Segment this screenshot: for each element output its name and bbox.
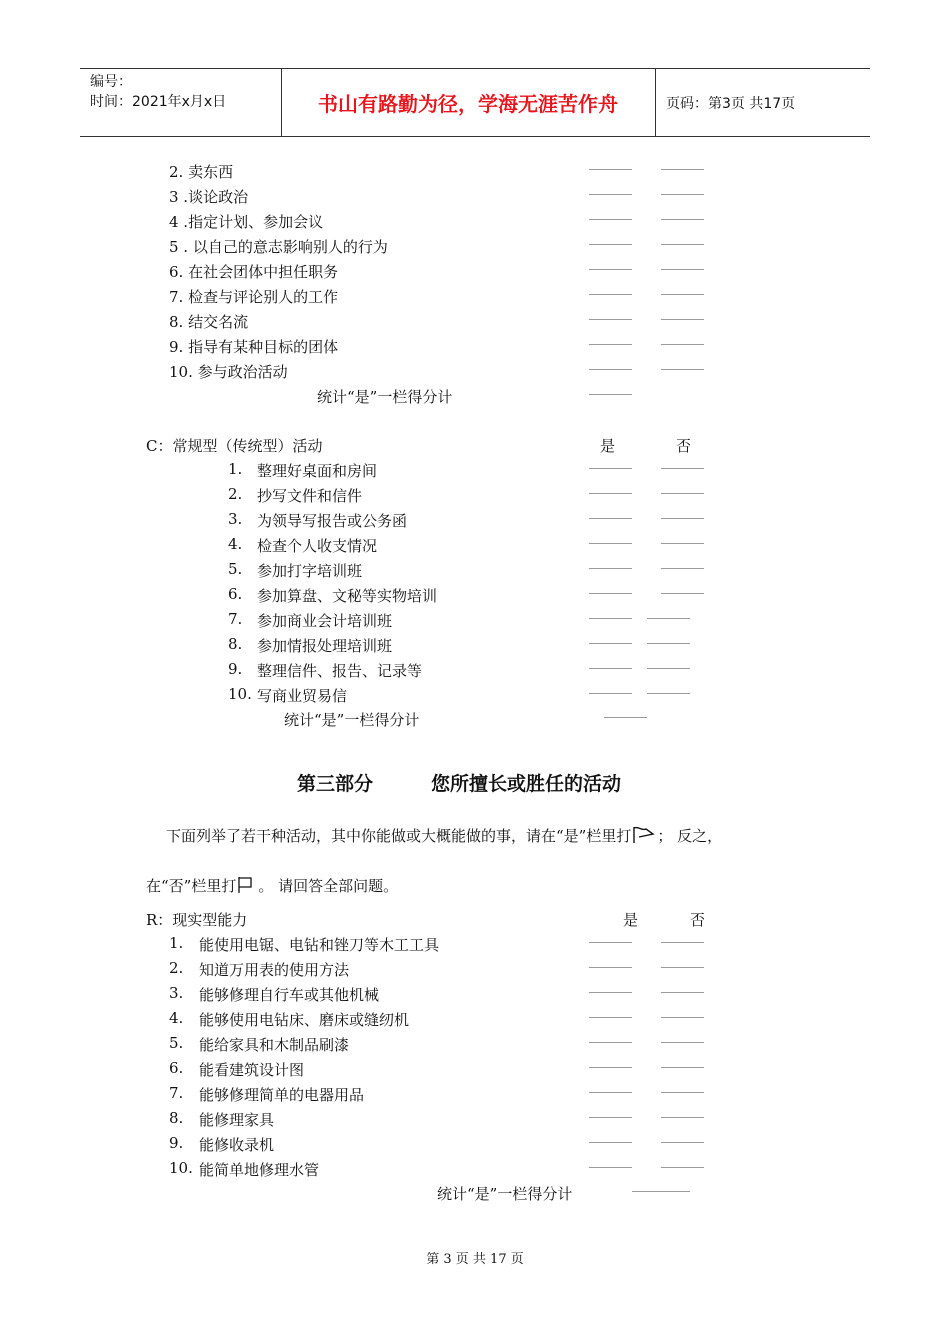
- yes-answer-blank[interactable]: [589, 543, 632, 544]
- yes-answer-blank[interactable]: [589, 568, 632, 569]
- section-c-no-label: 否: [676, 437, 692, 455]
- header-motto: 书山有路勤为径，学海无涯苦作舟: [318, 92, 618, 116]
- no-answer-blank[interactable]: [661, 1042, 704, 1043]
- list-item: 2. 卖东西: [169, 163, 234, 181]
- yes-answer-blank[interactable]: [589, 668, 632, 669]
- list-item-number: 7.: [169, 1084, 184, 1102]
- yes-answer-blank[interactable]: [589, 468, 632, 469]
- check-mark-icon: [631, 825, 657, 849]
- list-item-number: 6.: [169, 1059, 184, 1077]
- yes-answer-blank[interactable]: [589, 269, 632, 270]
- no-answer-blank[interactable]: [661, 493, 704, 494]
- list-item-number: 3.: [228, 510, 243, 528]
- list-item: 7. 检查与评论别人的工作: [169, 288, 339, 306]
- yes-answer-blank[interactable]: [589, 518, 632, 519]
- no-answer-blank[interactable]: [661, 319, 704, 320]
- no-answer-blank[interactable]: [661, 992, 704, 993]
- list-item-number: 8.: [169, 1109, 184, 1127]
- no-answer-blank[interactable]: [661, 369, 704, 370]
- no-answer-blank[interactable]: [661, 194, 704, 195]
- list-item: 3 .谈论政治: [169, 188, 249, 206]
- list-item: 能够修理自行车或其他机械: [199, 986, 380, 1004]
- yes-answer-blank[interactable]: [589, 1017, 632, 1018]
- list-item: 4 .指定计划、参加会议: [169, 213, 324, 231]
- cross-mark-icon: [236, 875, 258, 899]
- yes-answer-blank[interactable]: [589, 294, 632, 295]
- list-item-number: 2.: [228, 485, 243, 503]
- yes-answer-blank[interactable]: [589, 942, 632, 943]
- part3-title-part: 第三部分: [297, 773, 374, 795]
- no-answer-blank[interactable]: [647, 618, 690, 619]
- no-answer-blank[interactable]: [661, 1167, 704, 1168]
- list-item-number: 10.: [169, 1159, 193, 1177]
- yes-answer-blank[interactable]: [589, 169, 632, 170]
- section-c-total-blank[interactable]: [604, 717, 647, 718]
- list-item-number: 3.: [169, 984, 184, 1002]
- no-answer-blank[interactable]: [647, 668, 690, 669]
- list-item: 8. 结交名流: [169, 313, 249, 331]
- section-r-total-blank[interactable]: [632, 1191, 690, 1192]
- section-c-total-label: 统计“是”一栏得分计: [284, 711, 420, 729]
- list-item: 检查个人收支情况: [257, 537, 378, 555]
- list-item: 5 . 以自己的意志影响别人的行为: [169, 238, 388, 256]
- section-e-total-blank[interactable]: [589, 394, 632, 395]
- list-item: 整理信件、报告、记录等: [257, 662, 423, 680]
- no-answer-blank[interactable]: [661, 518, 704, 519]
- list-item: 9. 指导有某种目标的团体: [169, 338, 339, 356]
- section-r-no-label: 否: [690, 911, 706, 929]
- list-item-number: 4.: [228, 535, 243, 553]
- part3-intro-text-end: ； 反之，: [657, 827, 723, 845]
- yes-answer-blank[interactable]: [589, 194, 632, 195]
- no-answer-blank[interactable]: [661, 593, 704, 594]
- part3-title-text: 您所擅长或胜任的活动: [431, 773, 622, 795]
- yes-answer-blank[interactable]: [589, 1067, 632, 1068]
- yes-answer-blank[interactable]: [589, 219, 632, 220]
- list-item-number: 2.: [169, 959, 184, 977]
- section-c-heading: C：常规型（传统型）活动: [146, 437, 323, 455]
- list-item: 参加算盘、文秘等实物培训: [257, 587, 438, 605]
- list-item-number: 9.: [228, 660, 243, 678]
- list-item: 能简单地修理水管: [199, 1161, 320, 1179]
- yes-answer-blank[interactable]: [589, 319, 632, 320]
- section-e-total-label: 统计“是”一栏得分计: [317, 388, 453, 406]
- yes-answer-blank[interactable]: [589, 618, 632, 619]
- list-item-number: 4.: [169, 1009, 184, 1027]
- part3-intro-text: 在“否”栏里打: [146, 877, 237, 895]
- yes-answer-blank[interactable]: [589, 992, 632, 993]
- list-item: 参加情报处理培训班: [257, 637, 393, 655]
- yes-answer-blank[interactable]: [589, 1167, 632, 1168]
- no-answer-blank[interactable]: [661, 294, 704, 295]
- no-answer-blank[interactable]: [661, 1017, 704, 1018]
- no-answer-blank[interactable]: [647, 643, 690, 644]
- list-item: 10. 参与政治活动: [169, 363, 288, 381]
- yes-answer-blank[interactable]: [589, 344, 632, 345]
- no-answer-blank[interactable]: [661, 568, 704, 569]
- list-item: 能修理家具: [199, 1111, 275, 1129]
- yes-answer-blank[interactable]: [589, 1092, 632, 1093]
- list-item: 能够修理简单的电器用品: [199, 1086, 365, 1104]
- no-answer-blank[interactable]: [661, 1067, 704, 1068]
- list-item: 6. 在社会团体中担任职务: [169, 263, 339, 281]
- no-answer-blank[interactable]: [661, 344, 704, 345]
- header-date-label: 时间：2021年x月x日: [90, 94, 227, 110]
- list-item: 能修收录机: [199, 1136, 275, 1154]
- yes-answer-blank[interactable]: [589, 593, 632, 594]
- list-item: 知道万用表的使用方法: [199, 961, 350, 979]
- yes-answer-blank[interactable]: [589, 369, 632, 370]
- part3-intro-line2: [146, 875, 398, 899]
- list-item: 能给家具和木制品刷漆: [199, 1036, 350, 1054]
- list-item-number: 5.: [169, 1034, 184, 1052]
- section-r-yes-label: 是: [623, 911, 639, 929]
- yes-answer-blank[interactable]: [589, 967, 632, 968]
- list-item: 能够使用电钻床、磨床或缝纫机: [199, 1011, 410, 1029]
- no-answer-blank[interactable]: [661, 269, 704, 270]
- list-item-number: 10.: [228, 685, 252, 703]
- list-item: 为领导写报告或公务函: [257, 512, 408, 530]
- list-item: 抄写文件和信件: [257, 487, 363, 505]
- part3-intro-line1: [166, 825, 722, 849]
- header-page-info: 页码：第3页 共17页: [666, 95, 796, 112]
- header-number-label: 编号：: [90, 74, 132, 90]
- list-item: 能使用电锯、电钻和锉刀等木工工具: [199, 936, 440, 954]
- no-answer-blank[interactable]: [661, 967, 704, 968]
- page-footer: 第 3 页 共 17 页: [426, 1252, 524, 1267]
- list-item-number: 8.: [228, 635, 243, 653]
- yes-answer-blank[interactable]: [589, 1117, 632, 1118]
- yes-answer-blank[interactable]: [589, 493, 632, 494]
- page-header: [80, 68, 870, 137]
- list-item-number: 9.: [169, 1134, 184, 1152]
- header-divider: [655, 69, 656, 136]
- list-item-number: 5.: [228, 560, 243, 578]
- no-answer-blank[interactable]: [661, 942, 704, 943]
- no-answer-blank[interactable]: [661, 169, 704, 170]
- list-item-number: 1.: [169, 934, 184, 952]
- no-answer-blank[interactable]: [661, 1142, 704, 1143]
- list-item: 能看建筑设计图: [199, 1061, 305, 1079]
- yes-answer-blank[interactable]: [589, 1142, 632, 1143]
- no-answer-blank[interactable]: [661, 244, 704, 245]
- yes-answer-blank[interactable]: [589, 1042, 632, 1043]
- list-item: 参加打字培训班: [257, 562, 363, 580]
- list-item: 参加商业会计培训班: [257, 612, 393, 630]
- yes-answer-blank[interactable]: [589, 693, 632, 694]
- list-item: 整理好桌面和房间: [257, 462, 378, 480]
- header-meta: [90, 72, 226, 112]
- no-answer-blank[interactable]: [661, 1117, 704, 1118]
- no-answer-blank[interactable]: [661, 468, 704, 469]
- part3-intro-text-end: 。 请回答全部问题。: [258, 877, 399, 895]
- list-item-number: 7.: [228, 610, 243, 628]
- no-answer-blank[interactable]: [661, 219, 704, 220]
- list-item-number: 1.: [228, 460, 243, 478]
- section-r-heading: R：现实型能力: [146, 911, 248, 929]
- no-answer-blank[interactable]: [661, 543, 704, 544]
- yes-answer-blank[interactable]: [589, 643, 632, 644]
- yes-answer-blank[interactable]: [589, 244, 632, 245]
- list-item-number: 6.: [228, 585, 243, 603]
- no-answer-blank[interactable]: [647, 693, 690, 694]
- section-r-total-label: 统计“是”一栏得分计: [437, 1185, 573, 1203]
- section-c-yes-label: 是: [600, 437, 616, 455]
- part3-intro-text: 下面列举了若干种活动，其中你能做或大概能做的事，请在“是”栏里打: [166, 827, 632, 845]
- no-answer-blank[interactable]: [661, 1092, 704, 1093]
- list-item: 写商业贸易信: [257, 687, 348, 705]
